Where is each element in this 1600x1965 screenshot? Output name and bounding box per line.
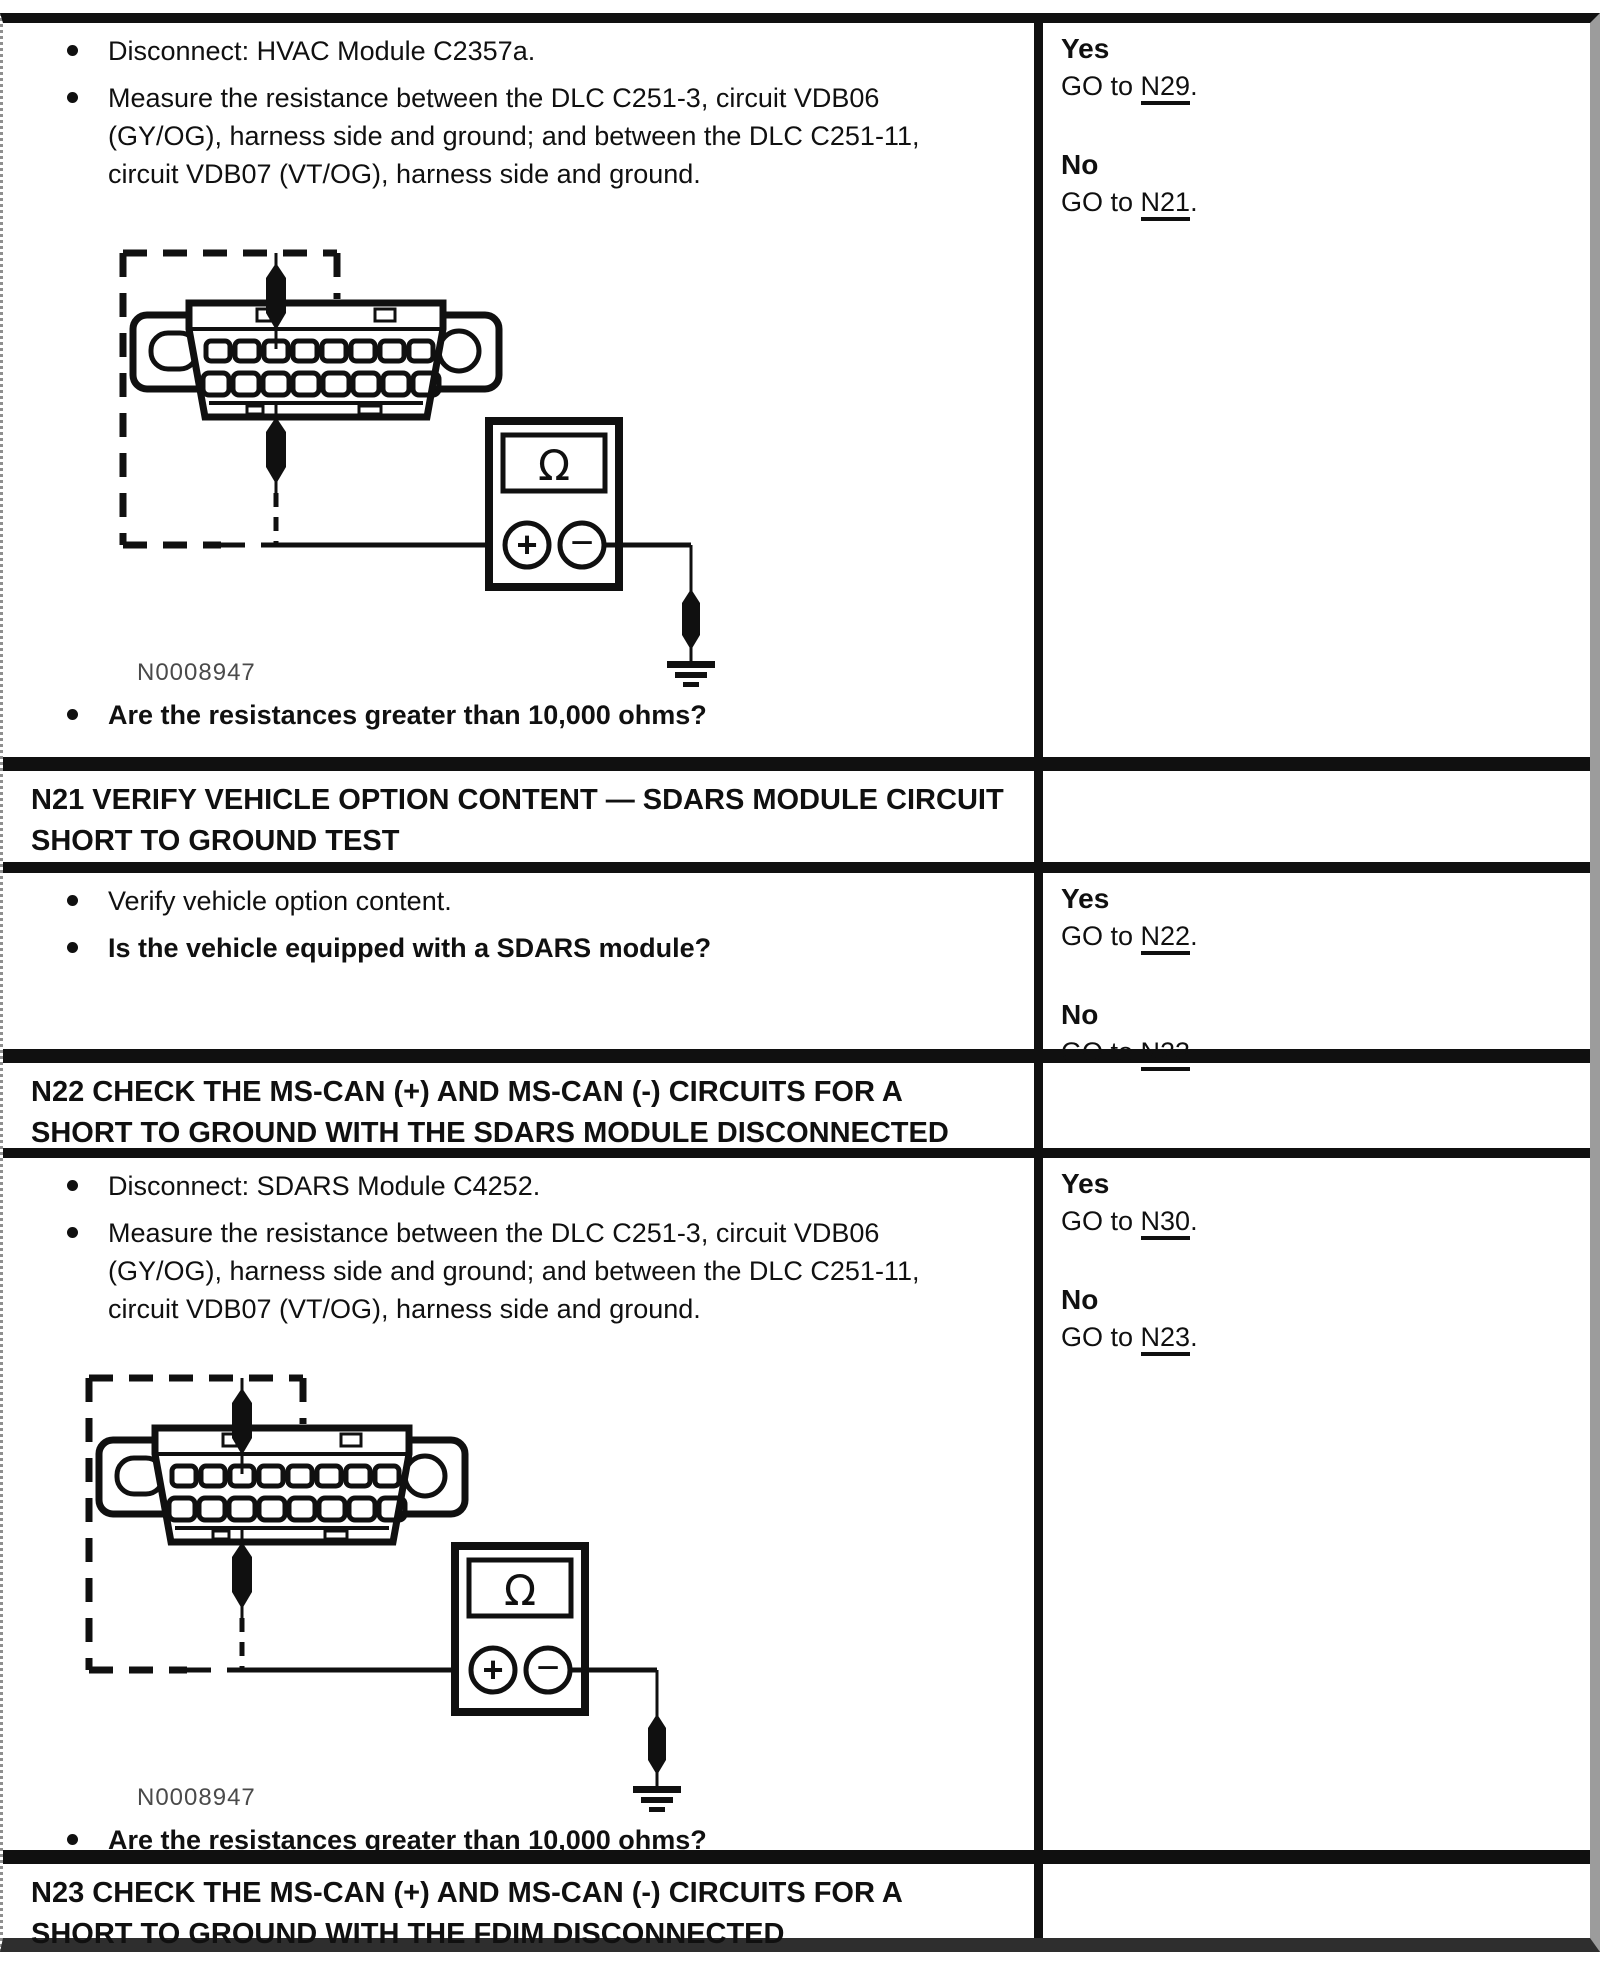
- instruction-item: [3, 882, 1034, 920]
- period: .: [1190, 71, 1198, 101]
- no-label: No: [1061, 999, 1099, 1030]
- plus-terminal-label: +: [516, 524, 538, 565]
- bullet-icon: [67, 895, 78, 906]
- question-item: [3, 929, 1034, 967]
- n21-header-row: [3, 771, 1590, 862]
- question-item: [3, 696, 1034, 734]
- multimeter-icon: [455, 1546, 585, 1712]
- goto-text: GO to: [1061, 1206, 1141, 1236]
- bullet-icon: [67, 92, 78, 103]
- yes-result: [1061, 881, 1571, 955]
- figure-caption: N0008947: [137, 659, 256, 686]
- n22-instructions-cell: [3, 1158, 1043, 1855]
- goto-text: GO to: [1061, 1037, 1141, 1067]
- question-item: [3, 1821, 1034, 1859]
- n21-instructions-cell: [3, 873, 1043, 1049]
- instruction-item: [3, 1214, 1034, 1328]
- yes-action: [1061, 1202, 1571, 1240]
- no-result: [1061, 1282, 1571, 1356]
- figure-caption: N0008947: [137, 1784, 256, 1811]
- goto-link-n29[interactable]: N29: [1141, 71, 1191, 105]
- bullet-icon: [67, 942, 78, 953]
- empty-cell: [1043, 1864, 1581, 1938]
- yes-label: Yes: [1061, 33, 1110, 64]
- dlc-multimeter-figure: [61, 209, 1034, 689]
- dlc-connector-icon: [99, 1428, 465, 1542]
- period: .: [1190, 1206, 1198, 1236]
- goto-text: GO to: [1061, 71, 1141, 101]
- goto-link-n22[interactable]: N22: [1141, 921, 1191, 955]
- dlc-multimeter-diagram: [27, 1334, 877, 1814]
- goto-link-n21[interactable]: N21: [1141, 187, 1191, 221]
- n23-header-row: [3, 1864, 1590, 1950]
- n23-header-cell: [3, 1864, 1043, 1950]
- no-label: No: [1061, 1284, 1099, 1315]
- bullet-icon: [67, 1227, 78, 1238]
- n21-step-row: [3, 873, 1590, 1067]
- n21-results-cell: [1043, 873, 1581, 1067]
- minus-terminal-label: −: [570, 521, 594, 565]
- dlc-multimeter-diagram: [61, 209, 911, 689]
- multimeter-icon: [489, 421, 619, 587]
- step-row-hvac: [3, 23, 1590, 757]
- instruction-text: Verify vehicle option content.: [108, 886, 452, 916]
- question-text: Are the resistances greater than 10,000 ohms?: [108, 700, 707, 730]
- ohm-symbol: Ω: [537, 441, 571, 490]
- yes-label: Yes: [1061, 883, 1110, 914]
- bullet-icon: [67, 45, 78, 56]
- ohm-symbol: Ω: [503, 1566, 537, 1615]
- instruction-text: Disconnect: SDARS Module C4252.: [108, 1171, 541, 1201]
- no-result: [1061, 997, 1571, 1071]
- period: .: [1190, 1322, 1198, 1352]
- question-text: Are the resistances greater than 10,000 ohms?: [108, 1825, 707, 1855]
- step-header-title: N21 VERIFY VEHICLE OPTION CONTENT — SDARS MODULE CIRCUIT SHORT TO GROUND TEST: [31, 784, 1004, 857]
- instruction-item: [3, 79, 1034, 193]
- step-results-cell: [1043, 23, 1581, 757]
- test-probe-icon: [232, 1528, 252, 1670]
- no-label: No: [1061, 149, 1099, 180]
- minus-terminal-label: −: [536, 1646, 560, 1690]
- row-separator: [3, 757, 1590, 771]
- test-probe-icon: [266, 403, 286, 545]
- goto-text: GO to: [1061, 1322, 1141, 1352]
- no-action: [1061, 1318, 1571, 1356]
- bullet-icon: [67, 1180, 78, 1191]
- period: .: [1190, 1037, 1198, 1067]
- step-header-title: N23 CHECK THE MS-CAN (+) AND MS-CAN (-) CIRCUITS FOR A SHORT TO GROUND WITH THE FDIM DISCONNECTED: [31, 1877, 902, 1950]
- no-action: [1061, 183, 1571, 221]
- yes-action: [1061, 67, 1571, 105]
- bullet-icon: [67, 709, 78, 720]
- yes-result: [1061, 31, 1571, 105]
- period: .: [1190, 187, 1198, 217]
- goto-link-n23b[interactable]: N23: [1141, 1322, 1191, 1356]
- instruction-text: Measure the resistance between the DLC C251-3, circuit VDB06 (GY/OG), harness side and ground; and between the DLC C251-11, circuit VDB07 (VT/OG), harness side and ground.: [108, 1218, 920, 1324]
- empty-cell: [1043, 1063, 1581, 1148]
- no-result: [1061, 147, 1571, 221]
- yes-action: [1061, 917, 1571, 955]
- dlc-connector-icon: [133, 303, 499, 417]
- n22-results-cell: [1043, 1158, 1581, 1850]
- yes-result: [1061, 1166, 1571, 1240]
- n22-header-cell: [3, 1063, 1043, 1148]
- dlc-multimeter-figure: [27, 1334, 1034, 1814]
- instruction-item: [3, 32, 1034, 70]
- row-separator: [3, 862, 1590, 873]
- period: .: [1190, 921, 1198, 951]
- instruction-item: [3, 1167, 1034, 1205]
- instruction-text: Measure the resistance between the DLC C251-3, circuit VDB06 (GY/OG), harness side and ground; and between the DLC C251-11, circuit VDB07 (VT/OG), harness side and ground.: [108, 83, 920, 189]
- yes-label: Yes: [1061, 1168, 1110, 1199]
- n22-header-row: [3, 1063, 1590, 1148]
- goto-text: GO to: [1061, 187, 1141, 217]
- instruction-text: Disconnect: HVAC Module C2357a.: [108, 36, 536, 66]
- n22-step-row: [3, 1158, 1590, 1855]
- bullet-icon: [67, 1834, 78, 1845]
- pinpoint-test-table: [0, 13, 1600, 1952]
- n21-header-cell: [3, 771, 1043, 862]
- goto-link-n23[interactable]: N23: [1141, 1037, 1191, 1071]
- question-text: Is the vehicle equipped with a SDARS module?: [108, 933, 712, 963]
- plus-terminal-label: +: [482, 1649, 504, 1690]
- goto-link-n30[interactable]: N30: [1141, 1206, 1191, 1240]
- empty-cell: [1043, 771, 1581, 862]
- step-instructions-cell: [3, 23, 1043, 757]
- goto-text: GO to: [1061, 921, 1141, 951]
- step-header-title: N22 CHECK THE MS-CAN (+) AND MS-CAN (-) CIRCUITS FOR A SHORT TO GROUND WITH THE SDARS MODULE DISCONNECTED: [31, 1076, 949, 1149]
